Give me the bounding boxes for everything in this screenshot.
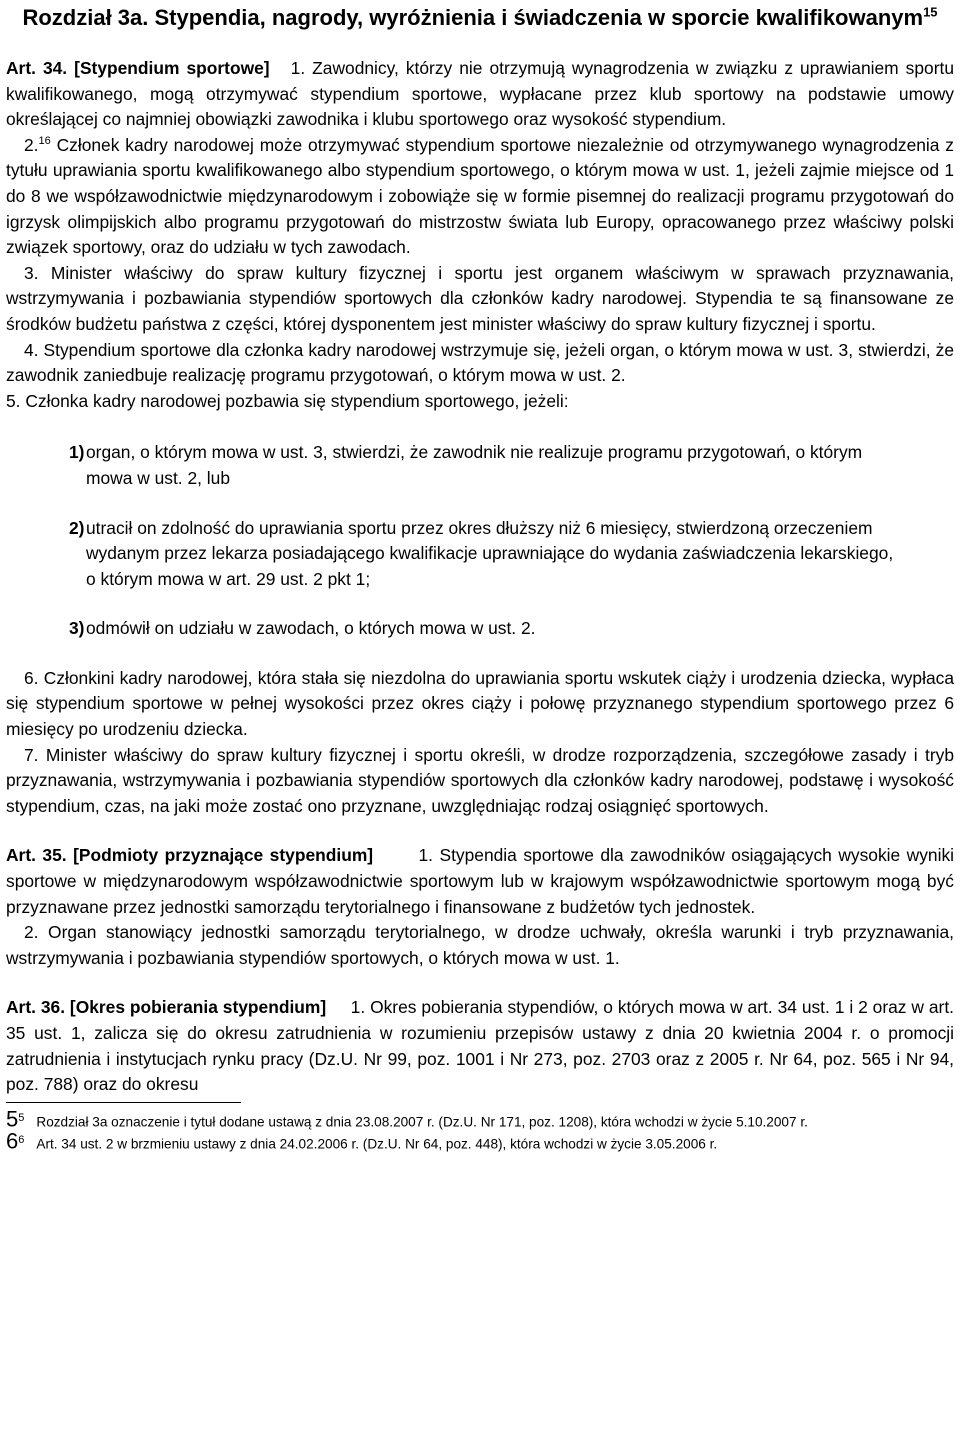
list-item-number: 3) bbox=[69, 618, 85, 639]
footnote bbox=[6, 1128, 954, 1154]
footnote-sup: 6 bbox=[18, 1134, 25, 1147]
list-item-text: utracił on zdolność do uprawiania sportu przez okres dłuższy niż 6 miesięcy, stwierdzoną orzeczeniem wydanym przez lekarza posiadającego kwalifikacje uprawniające do wydania zaświadczenia lekarskiego, o którym mowa w art. 29 ust. 2 pkt 1; bbox=[86, 517, 894, 589]
list-item-number: 1) bbox=[69, 442, 85, 463]
chapter-title bbox=[6, 0, 954, 33]
art34-p2-num: 2. bbox=[24, 134, 39, 155]
list-item bbox=[6, 616, 954, 642]
art34-paragraph-4: 4. Stypendium sportowe dla członka kadry narodowej wstrzymuje się, jeżeli organ, o którym mowa w ust. 3, stwierdzi, że zawodnik zaniedbuje realizację programu przygotowań, o którym mowa w ust. 2. bbox=[6, 339, 954, 386]
article-35 bbox=[6, 843, 954, 971]
art35-heading: Art. 35. [Podmioty przyznające stypendium] bbox=[6, 845, 374, 866]
footnote-text: Art. 34 ust. 2 w brzmieniu ustawy z dnia 24.02.2006 r. (Dz.U. Nr 64, poz. 448), która wchodzi w życie 3.05.2006 r. bbox=[36, 1136, 718, 1152]
list-item-text: organ, o którym mowa w ust. 3, stwierdzi, że zawodnik nie realizuje programu przygotowań, o którym mowa w ust. 2, lub bbox=[86, 442, 863, 488]
art34-paragraph-2 bbox=[6, 133, 954, 261]
list-item-text: odmówił on udziału w zawodach, o których mowa w ust. 2. bbox=[86, 618, 536, 639]
art36-paragraph-1 bbox=[6, 995, 954, 1097]
footnote bbox=[6, 1106, 954, 1132]
list-item-number: 2) bbox=[69, 517, 85, 538]
art36-p1-text: 1. Okres pobierania stypendiów, o których mowa w art. 34 ust. 1 i 2 oraz w art. 35 ust. 1, zalicza się do okresu zatrudnienia w rozumieniu przepisów ustawy z dnia 20 kwietnia 2004 r. o promocji zatrudnienia i instytucjach rynku pracy (Dz.U. Nr 99, poz. 1001 i Nr 273, poz. 2703 oraz z 2005 r. Nr 64, poz. 565 i Nr 94, poz. 788) oraz do okresu bbox=[6, 997, 954, 1095]
art35-p1-text: 1. Stypendia sportowe dla zawodników osiągających wysokie wyniki sportowe w międzynarodowym współzawodnictwie sportowym lub w krajowym współzawodnictwie sportowym mogą być przyznawane przez jednostki samorządu terytorialnego i finansowane z budżetów tych jednostek. bbox=[6, 845, 955, 917]
footnote-text: Rozdział 3a oznaczenie i tytuł dodane ustawą z dnia 23.08.2007 r. (Dz.U. Nr 171, poz. 1208), która wchodzi w życie 5.10.2007 r. bbox=[36, 1114, 808, 1130]
art34-p5-list bbox=[6, 440, 954, 642]
art36-heading: Art. 36. [Okres pobierania stypendium] bbox=[6, 997, 327, 1018]
chapter-title-footnote-ref: 15 bbox=[923, 4, 938, 20]
art34-paragraph-1 bbox=[6, 56, 954, 133]
art34-p2-text: Członek kadry narodowej może otrzymywać stypendium sportowe niezależnie od otrzymywanego wynagrodzenia z tytułu uprawiania sportu kwalifikowanego albo stypendium sportowego, o którym mowa w ust. 1, jeżeli zajmie miejsce od 1 do 8 we współzawodnictwie międzynarodowym i zobowiąże się w formie pisemnej do realizacji programu przygotowań do igrzysk olimpijskich albo programu przygotowań do mistrzostw świata lub Europy, opracowanego przez właściwy polski związek sportowy, oraz do udziału w tych zawodach. bbox=[6, 134, 954, 258]
art35-paragraph-1 bbox=[6, 843, 954, 920]
art34-heading: Art. 34. [Stypendium sportowe] bbox=[6, 58, 270, 78]
list-item bbox=[6, 440, 954, 491]
footnote-sup: 5 bbox=[18, 1111, 25, 1124]
list-item bbox=[6, 516, 954, 593]
footnote-separator bbox=[6, 1102, 241, 1103]
art34-paragraph-7: 7. Minister właściwy do spraw kultury fizycznej i sportu określi, w drodze rozporządzenia, szczegółowe zasady i tryb przyznawania, wstrzymywania i pozbawiania stypendiów sportowych dla członków kadry narodowej, podstawę i wysokość stypendium, czas, na jaki może zostać ono przyznane, uwzględniając rodzaj osiągnięć sportowych. bbox=[6, 744, 954, 816]
article-36 bbox=[6, 995, 954, 1097]
art34-paragraph-3: 3. Minister właściwy do spraw kultury fizycznej i sportu jest organem właściwym w sprawach przyznawania, wstrzymywania i pozbawiania stypendiów sportowych dla członków kadry narodowej. Stypendia te są finansowane ze środków budżetu państwa z części, której dysponentem jest minister właściwy do spraw kultury fizycznej i sportu. bbox=[6, 262, 954, 334]
chapter-title-text: Rozdział 3a. Stypendia, nagrody, wyróżnienia i świadczenia w sporcie kwalifikowanym bbox=[22, 5, 924, 30]
art35-paragraph-2: 2. Organ stanowiący jednostki samorządu terytorialnego, w drodze uchwały, określa warunki i tryb przyznawania, wstrzymywania i pozbawiania stypendiów sportowych, o których mowa w ust. 1. bbox=[6, 922, 954, 968]
art34-paragraph-6: 6. Członkini kadry narodowej, która stała się niezdolna do uprawiania sportu wskutek ciąży i urodzenia dziecka, wypłaca się stypendium sportowe w pełnej wysokości przez okres ciąży i połowę przyznanego stypendium sportowego przez 6 miesięcy po urodzeniu dziecka. bbox=[6, 667, 954, 740]
footnote-number: 6 bbox=[6, 1128, 19, 1154]
article-34 bbox=[6, 56, 954, 819]
art34-paragraph-5: 5. Członka kadry narodowej pozbawia się stypendium sportowego, jeżeli: bbox=[6, 390, 569, 411]
art34-p2-footnote-ref: 16 bbox=[38, 134, 51, 147]
footnote-number: 5 bbox=[6, 1106, 19, 1132]
art34-p1-text: 1. Zawodnicy, którzy nie otrzymują wynagrodzenia w związku z uprawianiem sportu kwalifikowanego, mogą otrzymywać stypendium sportowe, wypłacane przez klub sportowy na podstawie umowy określającej co najmniej obowiązki zawodnika i klubu sportowego oraz wysokość stypendium. bbox=[6, 58, 954, 130]
